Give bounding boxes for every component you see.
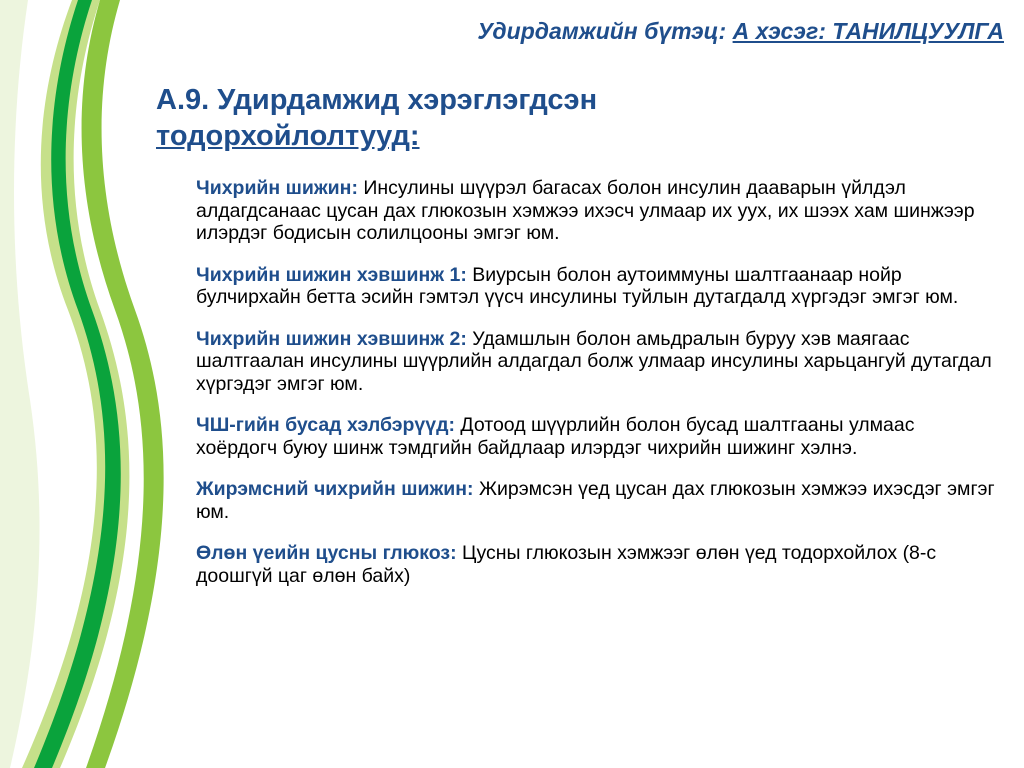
definition-text: Инсулины шүүрэл багасах болон инсулин дааварын үйлдэл алдагдсанаас цусан дах глюкозын хэмжээ ихэсч улмаар их уух, их шээх хам шинжээр илэрдэг бодисын солилцооны эмгэг юм. [196,177,975,244]
definition-term: Чихрийн шижин хэвшинж 2: [196,327,467,350]
definition-term: Чихрийн шижин хэвшинж 1: [196,263,467,286]
definition-item [196,328,996,396]
definition-text: Дотоод шүүрлийн болон бусад шалтгааны улмаас хоёрдогч буюу шинж тэмдгийн байдлаар илэрдэг чихрийн шижинг хэлнэ. [196,414,915,459]
definition-item [196,414,996,459]
definition-item [196,478,996,523]
definition-item [196,542,996,587]
slide-title [156,82,776,154]
definition-term: Чихрийн шижин: [196,177,358,199]
definition-item [196,264,996,309]
header-section-link[interactable]: А хэсэг: ТАНИЛЦУУЛГА [732,18,1004,44]
slide-header [477,18,1004,45]
definition-term: ЧШ-гийн бусад хэлбэрүүд: [196,414,455,436]
definition-text: Цусны глюкозын хэмжээг өлөн үед тодорхойлох (8-с доошгүй цаг өлөн байх) [196,542,937,587]
definition-term: Жирэмсний чихрийн шижин: [196,478,474,500]
header-prefix: Удирдамжийн бүтэц: [477,18,727,44]
definition-item [196,177,996,245]
definition-term: Өлөн үеийн цусны глюкоз: [196,542,457,564]
title-line-1: А.9. Удирдамжид хэрэглэгдсэн [156,84,598,116]
definition-text: Удамшлын болон амьдралын буруу хэв маягаас шалтгаалан инсулины шүүрлийн алдагдал болж улмаар инсулины харьцангуй дутагдал хүргэдэг эмгэг юм. [196,327,992,395]
definitions-list [196,177,996,606]
definition-text: Жирэмсэн үед цусан дах глюкозын хэмжээ ихэсдэг эмгэг юм. [196,478,995,523]
definition-text: Виурсын болон аутоиммуны шалтгаанаар нойр булчирхайн бетта эсийн гэмтэл үүсч инсулины туйлын дутагдалд хүргэдэг эмгэг юм. [196,263,959,308]
title-line-2: тодорхойлолтууд: [156,120,420,152]
